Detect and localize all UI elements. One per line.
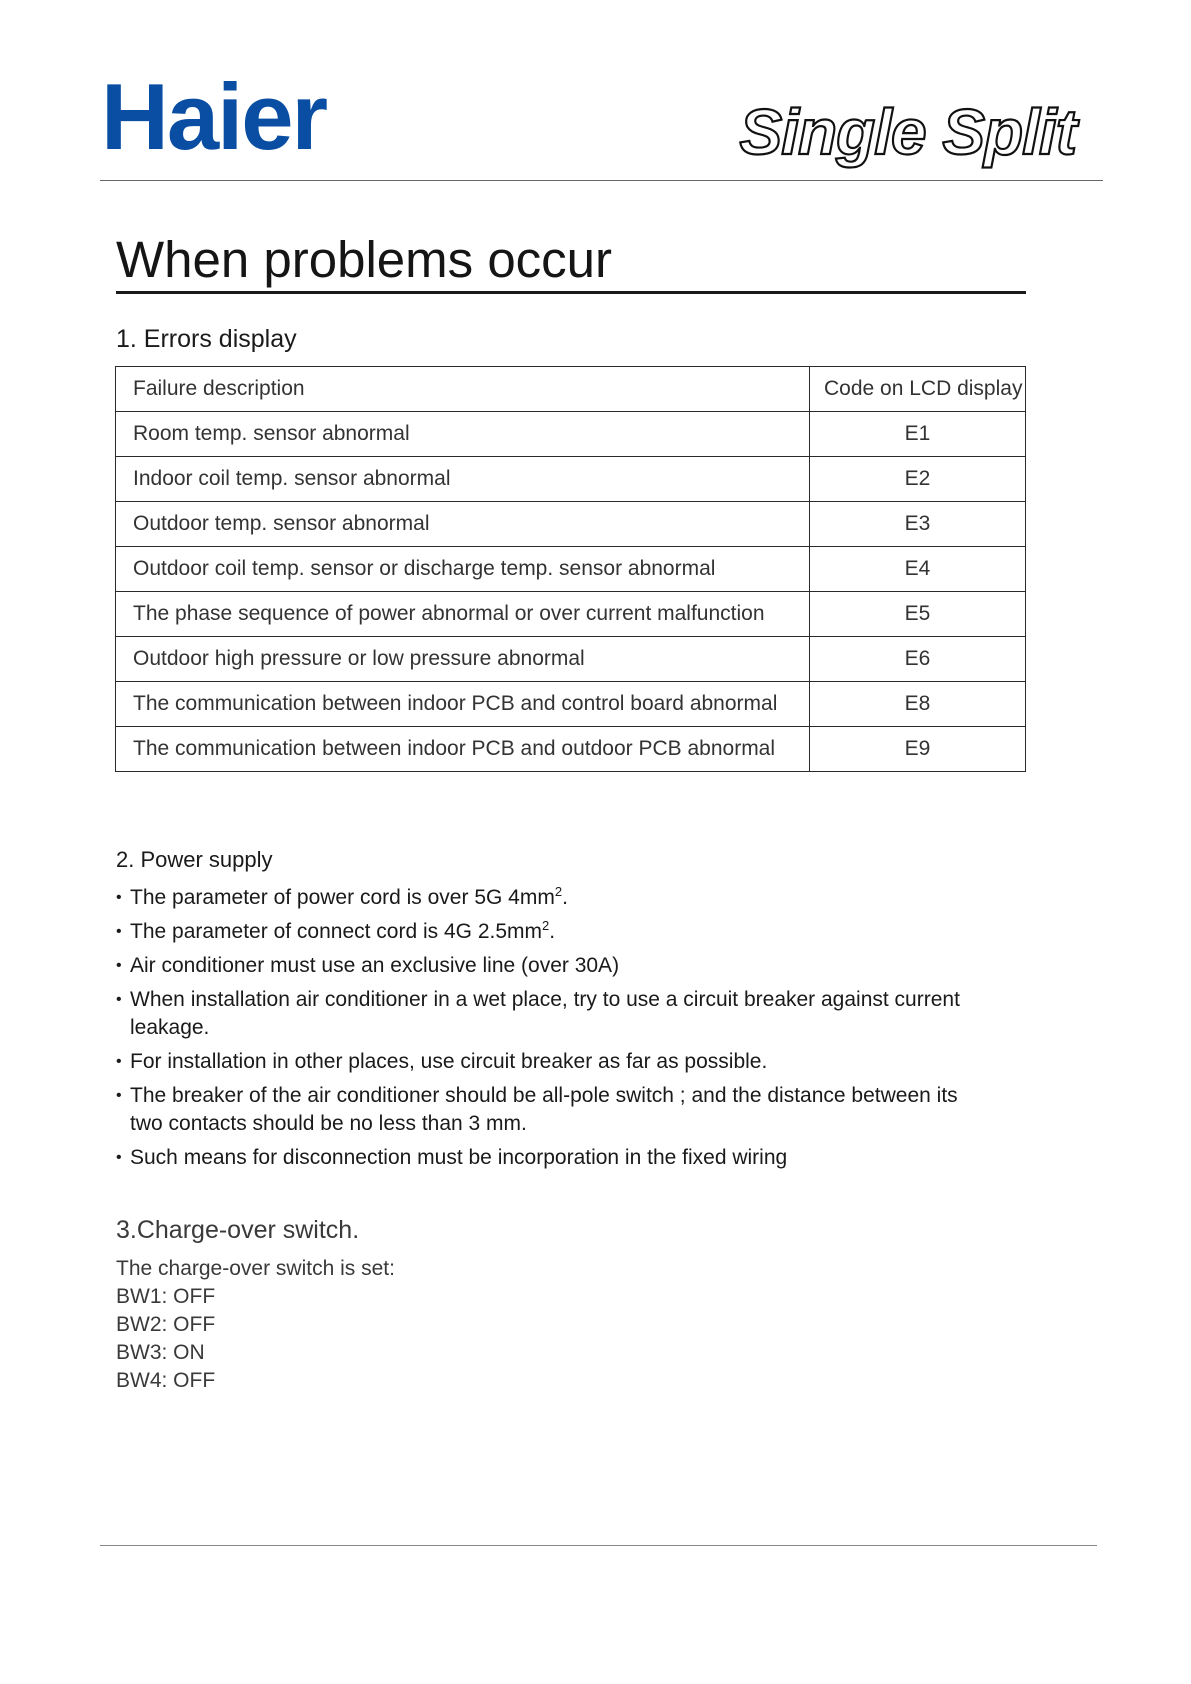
list-item: • Such means for disconnection must be incorporation in the fixed wiring <box>116 1144 996 1172</box>
switch-settings <box>116 1255 395 1395</box>
list-item: • The parameter of power cord is over 5G $4mm^2$. <box>116 884 996 912</box>
header-divider <box>100 180 1103 181</box>
switch-setting: BW1: OFF <box>116 1285 216 1308</box>
failure-description: Room temp. sensor abnormal <box>116 412 810 457</box>
power-heading: 2. Power supply <box>116 847 273 872</box>
switch-setting: BW2: OFF <box>116 1313 216 1336</box>
table-row <box>116 547 1026 592</box>
table-row <box>116 637 1026 682</box>
column-header-description: Failure description <box>116 367 810 412</box>
list-item: • Air conditioner must use an exclusive line (over 30A) <box>116 952 996 980</box>
error-code: E8 <box>810 682 1026 727</box>
switch-setting: BW4: OFF <box>116 1369 216 1392</box>
power-requirements-list <box>116 884 996 1178</box>
error-code: E6 <box>810 637 1026 682</box>
failure-description: Outdoor temp. sensor abnormal <box>116 502 810 547</box>
failure-description: Outdoor high pressure or low pressure abnormal <box>116 637 810 682</box>
errors-table <box>115 366 1026 772</box>
list-item: • The parameter of connect cord is 4G $2.5mm^2$. <box>116 918 996 946</box>
switch-intro: The charge-over switch is set: <box>116 1257 395 1280</box>
column-header-code: Code on LCD display <box>810 367 1026 412</box>
failure-description: Indoor coil temp. sensor abnormal <box>116 457 810 502</box>
table-row <box>116 412 1026 457</box>
switch-setting: BW3: ON <box>116 1341 205 1364</box>
list-item: • The breaker of the air conditioner should be all-pole switch ; and the distance between its two contacts should be no less than 3 mm. <box>116 1082 996 1138</box>
error-code: E3 <box>810 502 1026 547</box>
list-item: • For installation in other places, use circuit breaker as far as possible. <box>116 1048 996 1076</box>
brand-logo: Haier <box>101 64 327 169</box>
footer-divider <box>100 1545 1097 1546</box>
error-code: E2 <box>810 457 1026 502</box>
list-item: • When installation air conditioner in a wet place, try to use a circuit breaker against current leakage. <box>116 986 996 1042</box>
series-title: Single Split <box>739 96 1076 168</box>
error-code: E4 <box>810 547 1026 592</box>
error-code: E9 <box>810 727 1026 772</box>
table-row <box>116 727 1026 772</box>
error-code: E1 <box>810 412 1026 457</box>
table-row <box>116 682 1026 727</box>
failure-description: Outdoor coil temp. sensor or discharge temp. sensor abnormal <box>116 547 810 592</box>
table-row <box>116 457 1026 502</box>
table-header-row <box>116 367 1026 412</box>
table-row <box>116 592 1026 637</box>
failure-description: The communication between indoor PCB and outdoor PCB abnormal <box>116 727 810 772</box>
errors-heading: 1. Errors display <box>116 325 297 353</box>
failure-description: The phase sequence of power abnormal or over current malfunction <box>116 592 810 637</box>
error-code: E5 <box>810 592 1026 637</box>
page-title: When problems occur <box>116 234 1026 294</box>
switch-heading: 3.Charge-over switch. <box>116 1216 360 1244</box>
table-row <box>116 502 1026 547</box>
failure-description: The communication between indoor PCB and control board abnormal <box>116 682 810 727</box>
